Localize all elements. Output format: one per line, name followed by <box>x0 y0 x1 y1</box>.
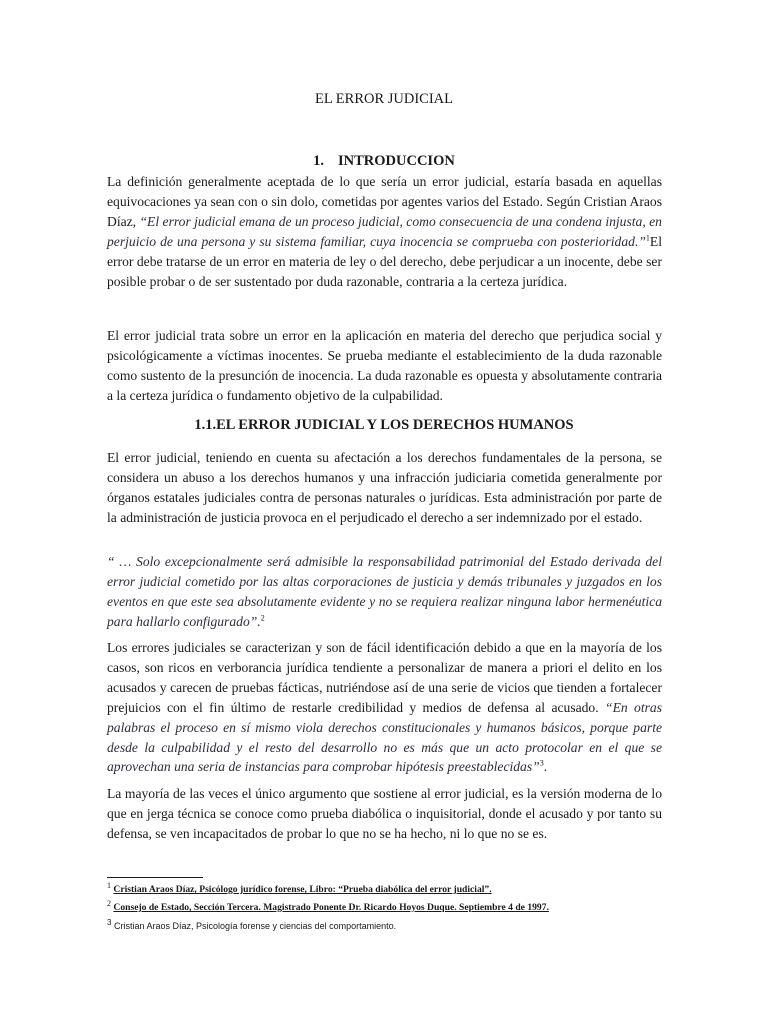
paragraph-description: El error judicial trata sobre un error en la aplicación en materia del derecho que perjudica social y psicológicamente a víctimas inocentes. Se prueba mediante el establecimiento de la duda razonable como sustento de la presunción de inocencia. La duda razonable es opuesta y absolutamente contraria a la certeza jurídica o fundamento objetivo de la culpabilidad. <box>107 328 662 403</box>
paragraph-text: El error debe tratarse de un error en materia de ley o del derecho, debe perjudicar a un inocente, debe ser posible probar o de ser sustentado por duda razonable, contraria a la certeza jurídica. <box>107 233 662 289</box>
paragraph-quote-consejo <box>107 552 662 632</box>
quote-text: “El error judicial emana de un proceso judicial, como consecuencia de una condena injusta, en perjuicio de una persona y su sistema familiar, cuya inocencia se comprueba con posterioridad.” <box>107 213 662 249</box>
footnote-ref[interactable]: 2 <box>260 613 265 623</box>
section-title: INTRODUCCION <box>338 153 455 169</box>
paragraph-human-rights: El error judicial, teniendo en cuenta su afectación a los derechos fundamentales de la persona, se considera un abuso a los derechos humanos y una infracción judiciaria cometida generalmente por órganos estatales judiciales contra de personas naturales o jurídicas. Esta administración por parte de la administración de justicia provoca en el perjudicado el derecho a ser indemnizado por el estado. <box>107 450 662 525</box>
footnote-ref[interactable]: 1 <box>645 233 650 243</box>
footnote-text: Consejo de Estado, Sección Tercera. Magistrado Ponente Dr. Ricardo Hoyos Duque. Septiembre 4 de 1997. <box>113 902 549 913</box>
paragraph-text: Los errores judiciales se caracterizan y son de fácil identificación debido a que en la mayoría de los casos, son ricos en verborancia jurídica tendiente a personalizar de manera a priori el delito en los acusados y carecen de pruebas fácticas, nutriéndose así de una serie de vicios que tienden a fortalecer prejuicios con el fin último de restarle credibilidad y medios de defensa al acusado. <box>107 640 662 715</box>
section-heading-introduccion <box>0 153 768 170</box>
footnote-separator <box>107 877 203 878</box>
quote-text: “En otras palabras el proceso en sí mismo viola derechos constitucionales y humanos básicos, porque parte desde la culpabilidad y el resto del desarrollo no es más que un acto protocolar en el que se aprovechan una seria de instancias para comprobar hipótesis preestablecidas” <box>107 699 662 775</box>
section-number: 1. <box>313 153 325 169</box>
section-heading-derechos-humanos: 1.1.EL ERROR JUDICIAL Y LOS DERECHOS HUMANOS <box>194 417 574 433</box>
paragraph-characteristics <box>107 638 662 777</box>
footnote-text: Cristian Araos Díaz, Psicología forense y ciencias del comportamiento. <box>113 921 397 931</box>
footnote-3 <box>107 920 667 932</box>
footnote-number: 2 <box>107 898 111 908</box>
paragraph-text: La definición generalmente aceptada de lo que sería un error judicial, estaría basada en aquellas equivocaciones ya sean con o sin dolo, cometidas por agentes varios del Estado. Según Cristian Araos Díaz, <box>107 174 662 229</box>
paragraph-prueba-diabolica: La mayoría de las veces el único argumento que sostiene al error judicial, es la versión moderna de lo que en jerga técnica se conoce como prueba diabólica o inquisitorial, donde el acusado y por tanto su defensa, se ven incapacitados de probar lo que no se ha hecho, ni lo que no se es. <box>107 786 662 841</box>
footnote-ref[interactable]: 3 <box>539 758 544 768</box>
footnote-1 <box>107 880 667 896</box>
paragraph-definition <box>107 172 662 291</box>
footnote-text: Cristian Araos Díaz, Psicólogo jurídico forense, Libro: “Prueba diabólica del error judicial”. <box>113 884 492 895</box>
footnote-number: 3 <box>107 918 112 927</box>
document-title: EL ERROR JUDICIAL <box>314 91 453 107</box>
paragraph-text: . <box>543 759 548 775</box>
quote-text: “ … Solo excepcionalmente será admisible la responsabilidad patrimonial del Estado derivada del error judicial cometido por las altas corporaciones de justicia y demás tribunales y juzgados en los eventos en que este sea absolutamente evidente y no se requiera realizar ninguna labor hermenéutica para hallarlo configurado”. <box>107 554 662 629</box>
footnote-number: 1 <box>107 880 111 890</box>
footnote-2 <box>107 898 667 914</box>
